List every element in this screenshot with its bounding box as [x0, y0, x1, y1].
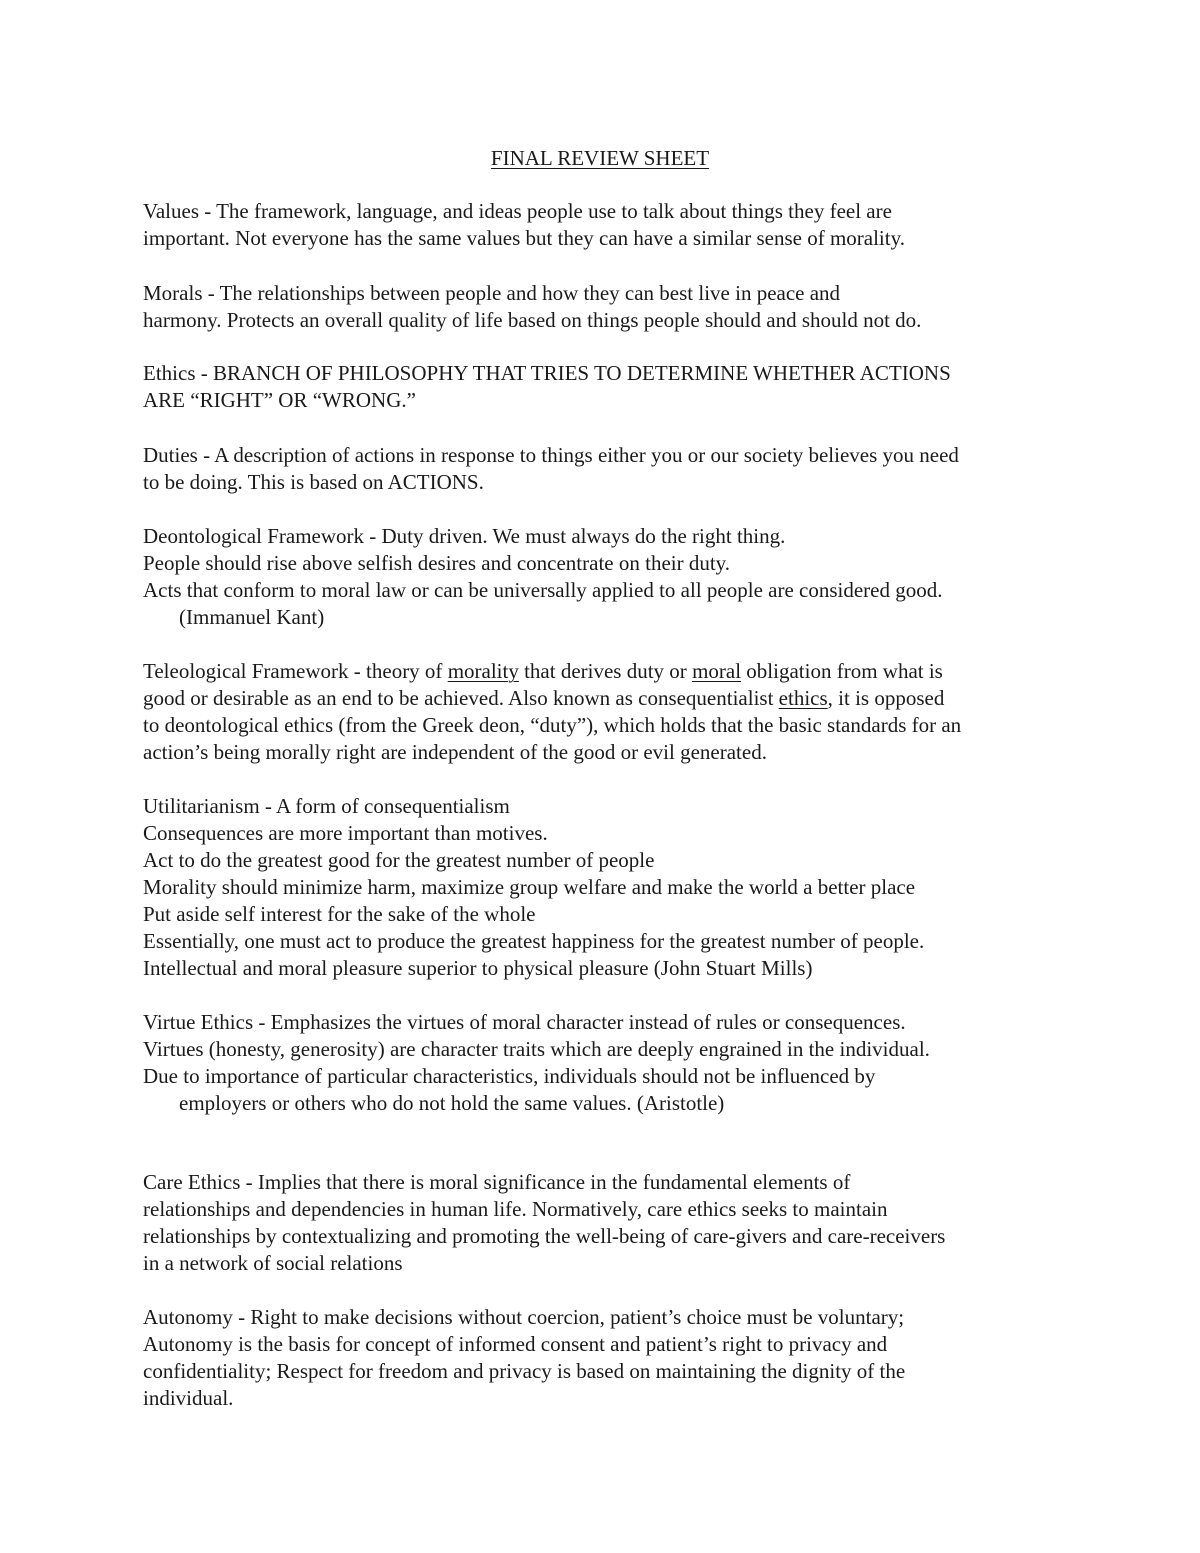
ethics-link[interactable]: ethics: [778, 686, 828, 710]
ethics-line-2: ARE “RIGHT” OR “WRONG.”: [143, 388, 416, 412]
virtue-ethics-line-3: Due to importance of particular characteristics, individuals should not be influenced by: [143, 1064, 876, 1088]
autonomy-line-2: Autonomy is the basis for concept of informed consent and patient’s right to privacy and: [143, 1332, 888, 1356]
values-line-1: Values - The framework, language, and ideas people use to talk about things they feel are: [143, 199, 892, 223]
utilitarianism-line-6: Essentially, one must act to produce the greatest happiness for the greatest number of people.: [143, 929, 925, 953]
utilitarianism-line-2: Consequences are more important than motives.: [143, 821, 548, 845]
care-ethics-line-2: relationships and dependencies in human life. Normatively, care ethics seeks to maintain: [143, 1197, 888, 1221]
virtue-ethics-line-1: Virtue Ethics - Emphasizes the virtues of moral character instead of rules or consequences.: [143, 1010, 906, 1034]
teleological-text-a: Teleological Framework - theory of: [143, 659, 448, 683]
morals-line-1: Morals - The relationships between people and how they can best live in peace and: [143, 281, 841, 305]
teleological-line-3: to deontological ethics (from the Greek deon, “duty”), which holds that the basic standards for an: [143, 713, 962, 737]
deontological-line-2: People should rise above selfish desires and concentrate on their duty.: [143, 551, 731, 575]
ethics-line-1: Ethics - BRANCH OF PHILOSOPHY THAT TRIES TO DETERMINE WHETHER ACTIONS: [143, 361, 951, 385]
deontological-line-4: (Immanuel Kant): [179, 605, 325, 629]
duties-line-2: to be doing. This is based on ACTIONS.: [143, 470, 484, 494]
utilitarianism-line-1: Utilitarianism - A form of consequentialism: [143, 794, 510, 818]
autonomy-line-3: confidentiality; Respect for freedom and privacy is based on maintaining the dignity of the: [143, 1359, 906, 1383]
utilitarianism-line-5: Put aside self interest for the sake of the whole: [143, 902, 536, 926]
teleological-text-e: obligation from what is: [741, 659, 943, 683]
care-ethics-line-3: relationships by contextualizing and promoting the well-being of care-givers and care-receivers: [143, 1224, 946, 1248]
teleological-text-c: that derives duty or: [518, 659, 693, 683]
teleological-line-2: [143, 685, 944, 712]
virtue-ethics-line-2: Virtues (honesty, generosity) are character traits which are deeply engrained in the individual.: [143, 1037, 930, 1061]
virtue-ethics-line-4: employers or others who do not hold the same values. (Aristotle): [179, 1091, 725, 1115]
document-title: FINAL REVIEW SHEET: [490, 146, 710, 170]
deontological-line-3: Acts that conform to moral law or can be universally applied to all people are considered good.: [143, 578, 943, 602]
teleological-line-4: action’s being morally right are independent of the good or evil generated.: [143, 740, 767, 764]
values-line-2: important. Not everyone has the same values but they can have a similar sense of morality.: [143, 226, 905, 250]
teleological-line-1: [143, 658, 943, 685]
autonomy-line-4: individual.: [143, 1386, 234, 1410]
deontological-line-1: Deontological Framework - Duty driven. We must always do the right thing.: [143, 524, 786, 548]
utilitarianism-line-7: Intellectual and moral pleasure superior to physical pleasure (John Stuart Mills): [143, 956, 813, 980]
morality-link[interactable]: morality: [447, 659, 519, 683]
morals-line-2: harmony. Protects an overall quality of life based on things people should and should not do.: [143, 308, 922, 332]
teleological-text-g: , it is opposed: [827, 686, 945, 710]
utilitarianism-line-3: Act to do the greatest good for the greatest number of people: [143, 848, 655, 872]
autonomy-line-1: Autonomy - Right to make decisions without coercion, patient’s choice must be voluntary;: [143, 1305, 905, 1329]
utilitarianism-line-4: Morality should minimize harm, maximize group welfare and make the world a better place: [143, 875, 916, 899]
care-ethics-line-1: Care Ethics - Implies that there is moral significance in the fundamental elements of: [143, 1170, 851, 1194]
teleological-text-line2: good or desirable as an end to be achieved. Also known as consequentialist: [143, 686, 779, 710]
duties-line-1: Duties - A description of actions in response to things either you or our society believes you need: [143, 443, 959, 467]
care-ethics-line-4: in a network of social relations: [143, 1251, 403, 1275]
moral-link[interactable]: moral: [692, 659, 742, 683]
